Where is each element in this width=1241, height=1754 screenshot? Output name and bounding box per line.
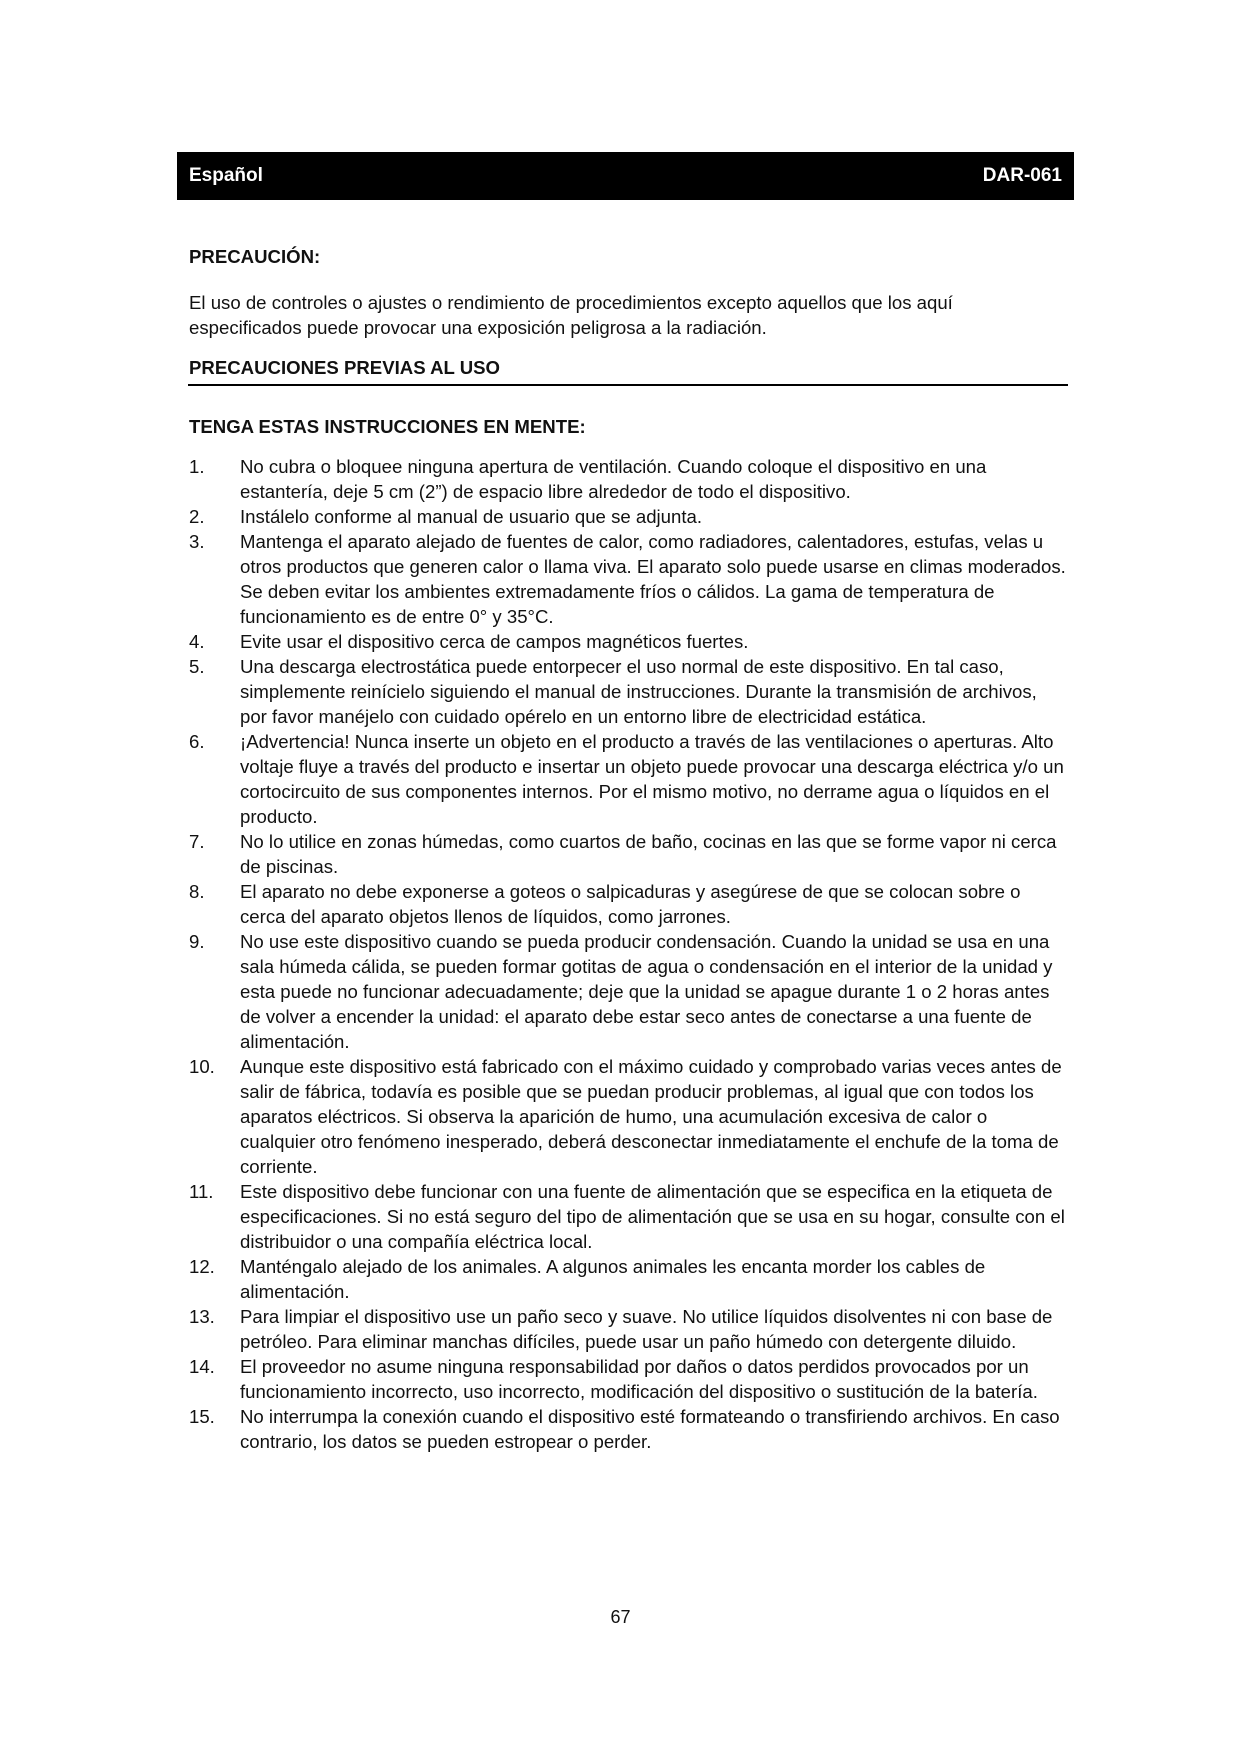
item-number: 4.: [189, 631, 205, 652]
item-number: 14.: [189, 1356, 215, 1377]
item-number: 11.: [189, 1181, 214, 1202]
instructions-list: [189, 454, 1067, 1454]
caution-title: PRECAUCIÓN:: [189, 246, 321, 267]
list-item: [189, 929, 1067, 1054]
list-item: [189, 1354, 1067, 1404]
header-model: DAR-061: [982, 165, 1062, 186]
list-item: [189, 504, 1067, 529]
list-item: [189, 1254, 1067, 1304]
list-item: [189, 654, 1067, 729]
item-number: 12.: [189, 1256, 215, 1277]
item-number: 9.: [189, 931, 205, 952]
item-number: 3.: [189, 531, 205, 552]
list-item: [189, 829, 1067, 879]
item-text: Para limpiar el dispositivo use un paño seco y suave. No utilice líquidos disolventes ni con base de petróleo. Para eliminar manchas difíciles, puede usar un paño húmedo con detergente diluido.: [240, 1306, 1053, 1352]
item-text: No use este dispositivo cuando se pueda producir condensación. Cuando la unidad se usa en una sala húmeda cálida, se pueden formar gotitas de agua o condensación en el interior de la unidad y esta puede no funcionar adecuadamente; deje que la unidad se apague durante 1 o 2 horas antes de volver a encender la unidad: el aparato debe estar seco antes de conectarse a una fuente de alimentación.: [240, 931, 1053, 1052]
page-number: 67: [610, 1607, 631, 1627]
header-bar: [177, 152, 1074, 200]
item-number: 8.: [189, 881, 205, 902]
header-language: Español: [189, 165, 263, 186]
section-title: PRECAUCIONES PREVIAS AL USO: [188, 355, 1068, 386]
list-item: [189, 1179, 1067, 1254]
item-text: Aunque este dispositivo está fabricado con el máximo cuidado y comprobado varias veces antes de salir de fábrica, todavía es posible que se puedan producir problemas, al igual que con todos los aparatos eléctricos. Si observa la aparición de humo, una acumulación excesiva de calor o cualquier otro fenómeno inesperado, deberá desconectar inmediatamente el enchufe de la toma de corriente.: [240, 1056, 1062, 1177]
list-item: [189, 1404, 1067, 1454]
list-item: [189, 629, 1067, 654]
item-text: Una descarga electrostática puede entorpecer el uso normal de este dispositivo. En tal caso, simplemente reinícielo siguiendo el manual de instrucciones. Durante la transmisión de archivos, por favor manéjelo con cuidado opérelo en un entorno libre de electricidad estática.: [240, 656, 1037, 727]
document-body: [189, 244, 1067, 1454]
list-item: [189, 529, 1067, 629]
list-item: [189, 1304, 1067, 1354]
list-item: [189, 1054, 1067, 1179]
section-subtitle: TENGA ESTAS INSTRUCCIONES EN MENTE:: [189, 416, 586, 437]
item-text: Evite usar el dispositivo cerca de campos magnéticos fuertes.: [240, 631, 749, 652]
item-number: 5.: [189, 656, 205, 677]
list-item: [189, 879, 1067, 929]
item-number: 7.: [189, 831, 205, 852]
list-item: [189, 729, 1067, 829]
item-number: 13.: [189, 1306, 215, 1327]
item-number: 15.: [189, 1406, 215, 1427]
item-number: 6.: [189, 731, 205, 752]
item-text: No cubra o bloquee ninguna apertura de ventilación. Cuando coloque el dispositivo en una estantería, deje 5 cm (2”) de espacio libre alrededor de todo el dispositivo.: [240, 456, 987, 502]
item-number: 1.: [189, 456, 205, 477]
item-text: Este dispositivo debe funcionar con una fuente de alimentación que se especifica en la etiqueta de especificaciones. Si no está seguro del tipo de alimentación que se usa en su hogar, consulte con el distribuidor o una compañía eléctrica local.: [240, 1181, 1065, 1252]
item-text: El proveedor no asume ninguna responsabilidad por daños o datos perdidos provocados por un funcionamiento incorrecto, uso incorrecto, modificación del dispositivo o sustitución de la batería.: [240, 1356, 1038, 1402]
item-text: No lo utilice en zonas húmedas, como cuartos de baño, cocinas en las que se forme vapor ni cerca de piscinas.: [240, 831, 1057, 877]
caution-text: El uso de controles o ajustes o rendimiento de procedimientos excepto aquellos que los aquí especificados puede provocar una exposición peligrosa a la radiación.: [189, 292, 953, 338]
item-text: Mantenga el aparato alejado de fuentes de calor, como radiadores, calentadores, estufas, velas u otros productos que generen calor o llama viva. El aparato solo puede usarse en climas moderados. Se deben evitar los ambientes extremadamente fríos o cálidos. La gama de temperatura de funcionamiento es de entre 0° y 35°C.: [240, 531, 1066, 627]
item-number: 10.: [189, 1056, 215, 1077]
item-text: Manténgalo alejado de los animales. A algunos animales les encanta morder los cables de alimentación.: [240, 1256, 986, 1302]
item-text: El aparato no debe exponerse a goteos o salpicaduras y asegúrese de que se colocan sobre o cerca del aparato objetos llenos de líquidos, como jarrones.: [240, 881, 1021, 927]
item-text: Instálelo conforme al manual de usuario que se adjunta.: [240, 506, 703, 527]
item-text: ¡Advertencia! Nunca inserte un objeto en el producto a través de las ventilaciones o aperturas. Alto voltaje fluye a través del producto e insertar un objeto puede provocar una descarga eléctrica y/o un cortocircuito de sus componentes internos. Por el mismo motivo, no derrame agua o líquidos en el producto.: [240, 731, 1064, 827]
item-text: No interrumpa la conexión cuando el dispositivo esté formateando o transfiriendo archivos. En caso contrario, los datos se pueden estropear o perder.: [240, 1406, 1060, 1452]
item-number: 2.: [189, 506, 205, 527]
list-item: [189, 454, 1067, 504]
